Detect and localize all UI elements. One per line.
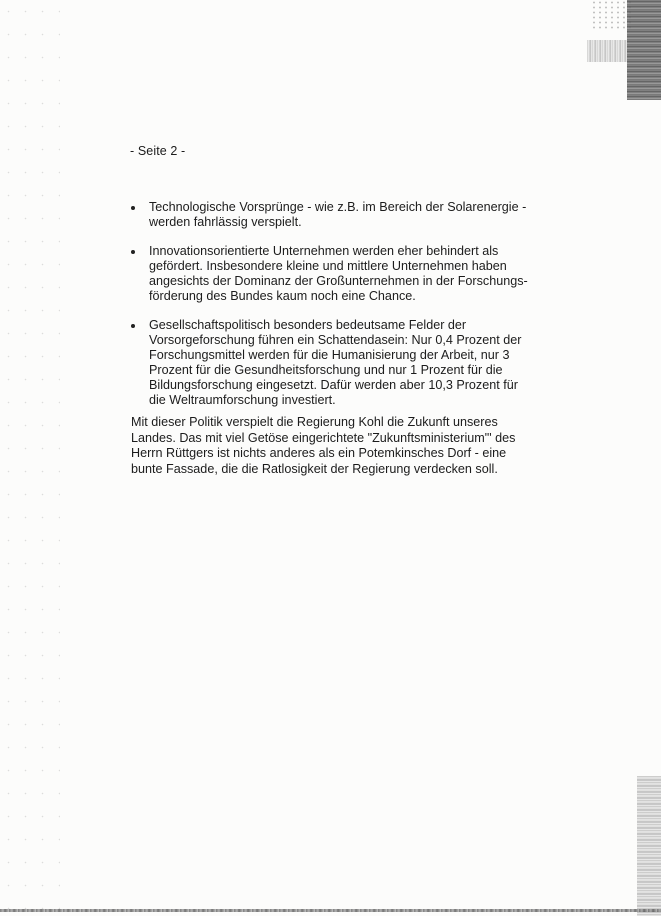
bullet-item xyxy=(131,318,551,408)
bullet-text-line: Prozent für die Gesundheitsforschung und nur 1 Prozent für die xyxy=(149,363,503,377)
paragraph-line: Mit dieser Politik verspielt die Regierung Kohl die Zukunft unseres xyxy=(131,415,498,429)
bullet-text-line: gefördert. Insbesondere kleine und mittlere Unternehmen haben xyxy=(149,259,507,273)
scan-artifact-bottom-edge xyxy=(0,909,661,912)
bullet-text-line: Forschungsmittel werden für die Humanisierung der Arbeit, nur 3 xyxy=(149,348,510,362)
bullet-text-line: angesichts der Dominanz der Großunternehmen in der Forschungs- xyxy=(149,274,528,288)
scan-speckle-top-right xyxy=(591,0,631,30)
bullet-dot-icon xyxy=(131,250,135,254)
bullet-list xyxy=(131,200,551,422)
bullet-text-line: Gesellschaftspolitisch besonders bedeutsame Felder der xyxy=(149,318,467,332)
bullet-text-line: Vorsorgeforschung führen ein Schattendasein: Nur 0,4 Prozent der xyxy=(149,333,522,347)
bullet-item xyxy=(131,244,551,304)
paragraph-line: Landes. Das mit viel Getöse eingerichtete "Zukunftsministerium"' des xyxy=(131,430,516,445)
scan-artifact-bottom-right xyxy=(637,776,661,916)
bullet-dot-icon xyxy=(131,206,135,210)
page-number: - Seite 2 - xyxy=(130,144,186,158)
paragraph-line: Herrn Rüttgers ist nichts anderes als ein Potemkinsches Dorf - eine xyxy=(131,446,507,460)
scan-artifact-corner xyxy=(627,0,661,100)
bullet-item xyxy=(131,200,551,230)
bullet-text-line: förderung des Bundes kaum noch eine Chance. xyxy=(149,289,416,303)
bullet-text-line: die Weltraumforschung investiert. xyxy=(149,393,336,407)
bullet-text-line: Technologische Vorsprünge - wie z.B. im Bereich der Solarenergie - xyxy=(149,200,527,214)
scan-artifact-edge xyxy=(587,40,627,62)
closing-paragraph xyxy=(131,415,515,477)
bullet-dot-icon xyxy=(131,324,135,328)
paragraph-line: bunte Fassade, die die Ratlosigkeit der Regierung verdecken soll. xyxy=(131,461,498,476)
bullet-text-line: Bildungsforschung eingesetzt. Dafür werden aber 10,3 Prozent für xyxy=(149,378,518,392)
bullet-text-line: werden fahrlässig verspielt. xyxy=(149,215,302,229)
bullet-text-line: Innovationsorientierte Unternehmen werden eher behindert als xyxy=(149,244,499,258)
scan-noise-left xyxy=(0,0,60,916)
